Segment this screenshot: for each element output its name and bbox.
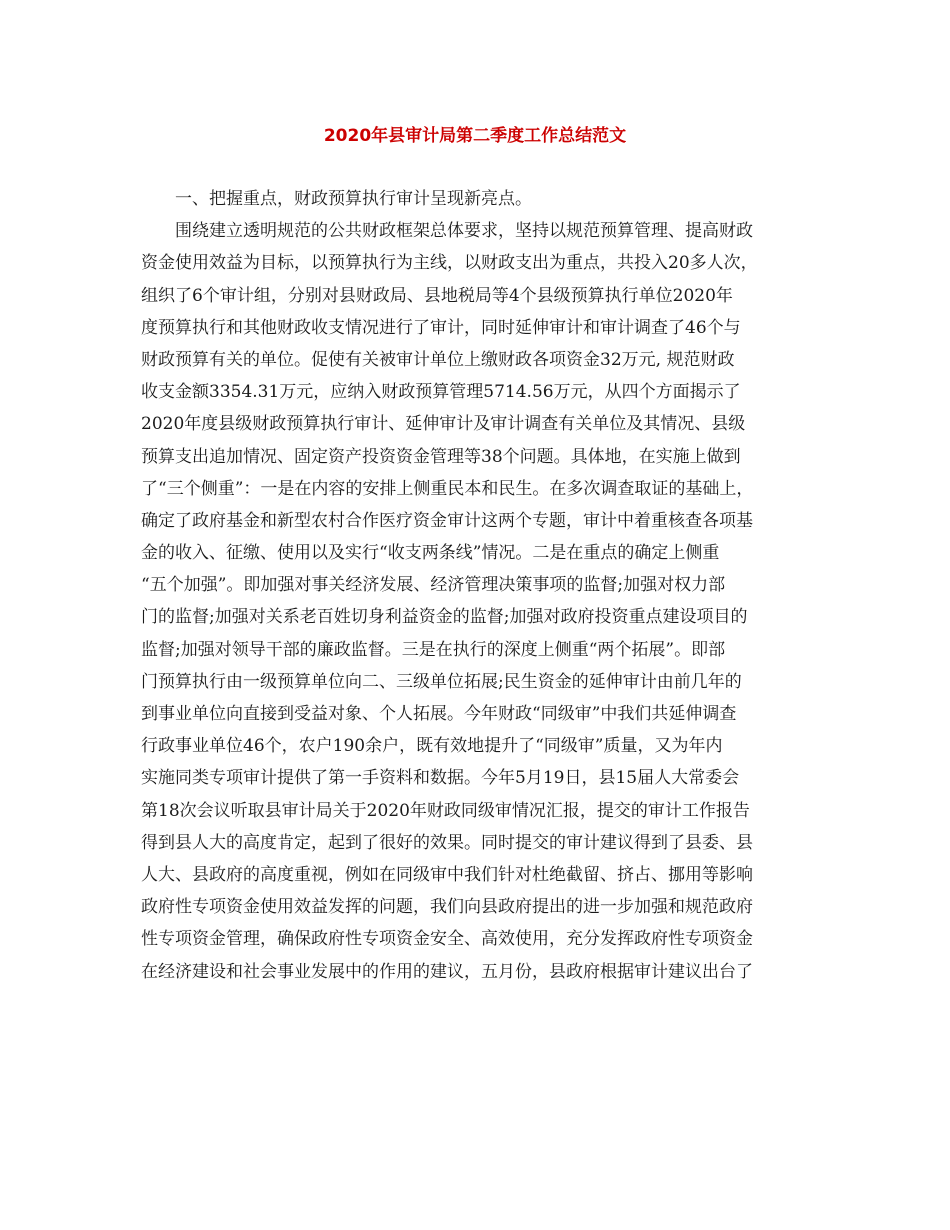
body-line: 了“三个侧重”：一是在内容的安排上侧重民本和民生。在多次调查取证的基础上， <box>141 478 754 499</box>
body-line: 门预算执行由一级预算单位向二、三级单位拓展;民生资金的延伸审计由前几年的 <box>141 671 742 692</box>
body-line: 监督;加强对领导干部的廉政监督。三是在执行的深度上侧重“两个拓展”。即部 <box>141 639 726 660</box>
body-line: 得到县人大的高度肯定，起到了很好的效果。同时提交的审计建议得到了县委、县 <box>141 832 753 853</box>
body-line: 政府性专项资金使用效益发挥的问题，我们向县政府提出的进一步加强和规范政府 <box>141 897 753 918</box>
body-line: 围绕建立透明规范的公共财政框架总体要求，坚持以规范预算管理、提高财政 <box>175 221 753 242</box>
body-line: 收支金额3354.31万元，应纳入财政预算管理5714.56万元，从四个方面揭示了 <box>141 382 741 403</box>
body-line: 一、把握重点，财政预算执行审计呈现新亮点。 <box>175 189 532 209</box>
document-title: 2020年县审计局第二季度工作总结范文 <box>323 126 627 146</box>
body-line: 预算支出追加情况、固定资产投资资金管理等38个问题。具体地，在实施上做到 <box>141 446 741 467</box>
body-line: 2020年度县级财政预算执行审计、延伸审计及审计调查有关单位及其情况、县级 <box>141 414 746 435</box>
body-line: 资金使用效益为目标，以预算执行为主线，以财政支出为重点，共投入20多人次， <box>141 253 758 274</box>
body-line: 性专项资金管理，确保政府性专项资金安全、高效使用，充分发挥政府性专项资金 <box>141 929 753 950</box>
body-line: 第18次会议听取县审计局关于2020年财政同级审情况汇报，提交的审计工作报告 <box>141 800 750 821</box>
body-line: 确定了政府基金和新型农村合作医疗资金审计这两个专题，审计中着重核查各项基 <box>141 510 753 531</box>
body-line: 度预算执行和其他财政收支情况进行了审计，同时延伸审计和审计调查了46个与 <box>141 317 741 338</box>
body-line: 金的收入、征缴、使用以及实行“收支两条线”情况。二是在重点的确定上侧重 <box>141 543 720 564</box>
body-line: 行政事业单位46个，农户190余户，既有效地提升了“同级审”质量，又为年内 <box>141 736 723 757</box>
body-line: 在经济建设和社会事业发展中的作用的建议，五月份，县政府根据审计建议出台了 <box>141 961 753 982</box>
document-body <box>141 183 821 988</box>
body-line: 实施同类专项审计提供了第一手资料和数据。今年5月19日，县15届人大常委会 <box>141 768 740 789</box>
body-line: 人大、县政府的高度重视，例如在同级审中我们针对杜绝截留、挤占、挪用等影响 <box>141 864 753 885</box>
body-line: 到事业单位向直接到受益对象、个人拓展。今年财政“同级审”中我们共延伸调查 <box>141 704 737 724</box>
body-line: 财政预算有关的单位。促使有关被审计单位上缴财政各项资金32万元, 规范财政 <box>141 349 735 370</box>
body-line: “五个加强”。即加强对事关经济发展、经济管理决策事项的监督;加强对权力部 <box>141 575 726 596</box>
body-line: 门的监督;加强对关系老百姓切身利益资金的监督;加强对政府投资重点建设项目的 <box>141 607 748 628</box>
body-line: 组织了6个审计组，分别对县财政局、县地税局等4个县级预算执行单位2020年 <box>141 285 733 306</box>
